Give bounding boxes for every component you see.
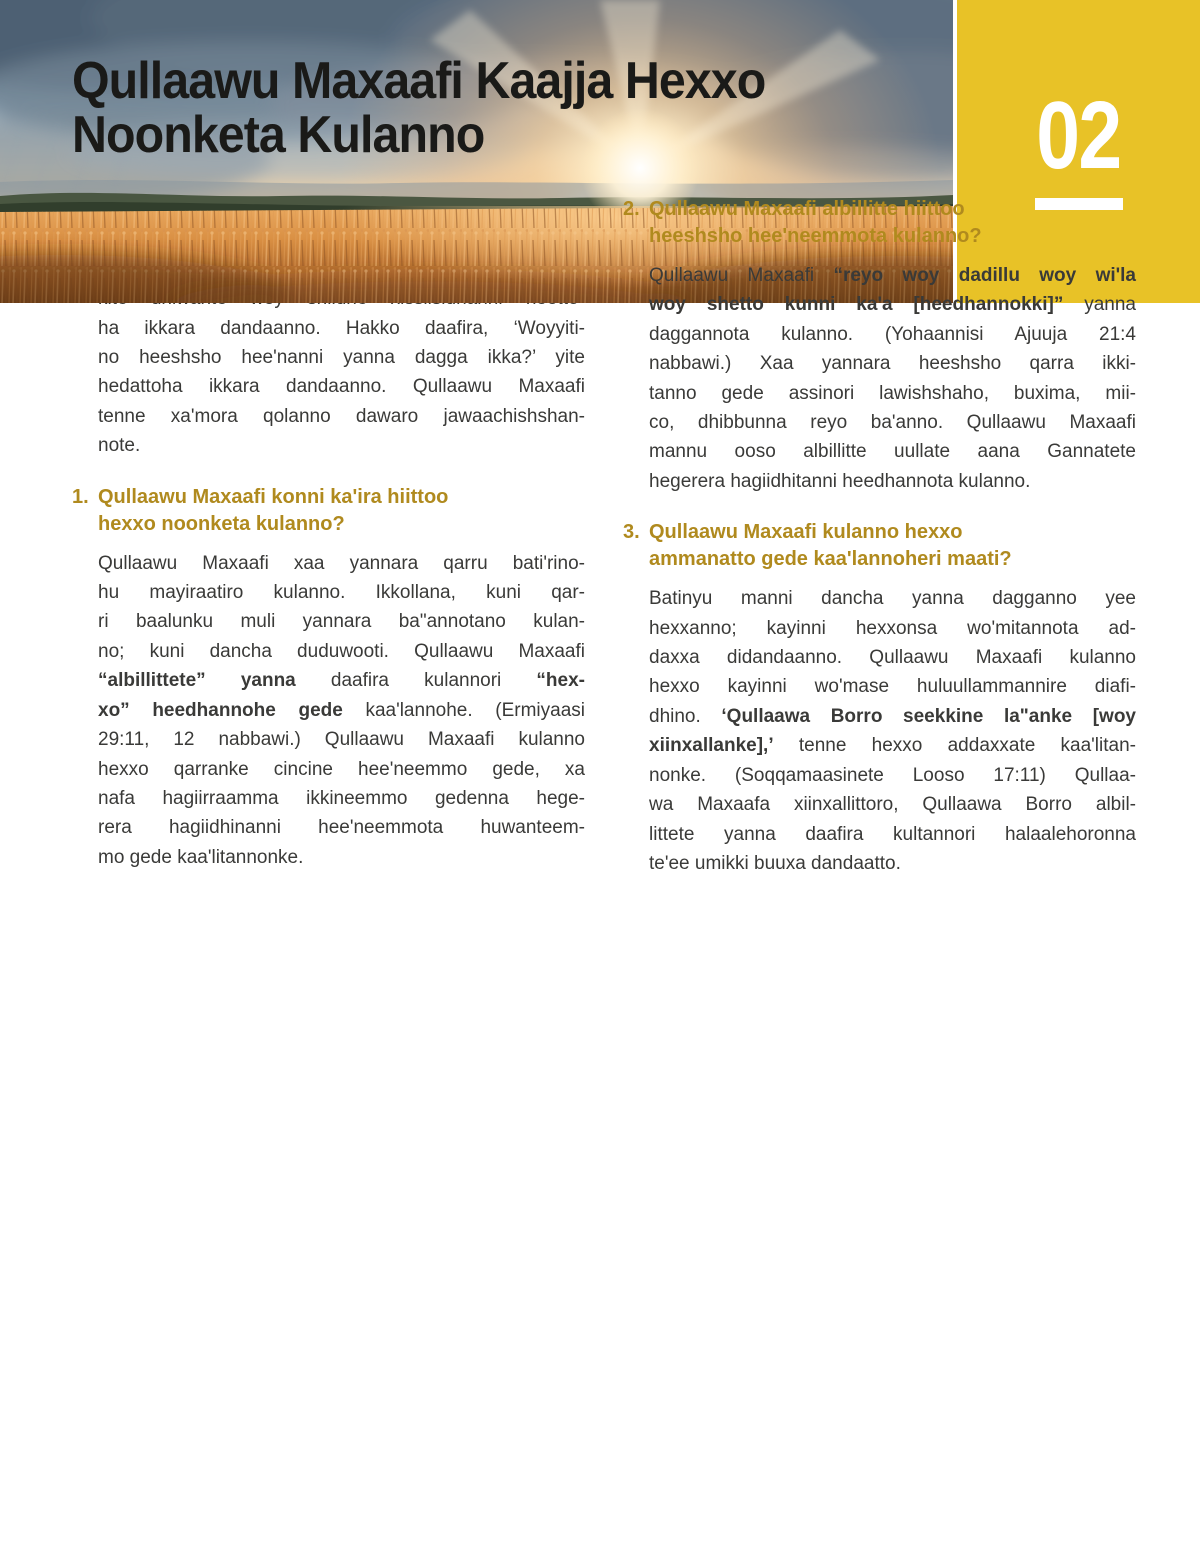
text-line: tanno gede assinori lawishshaho, buxima, mii- bbox=[649, 382, 1136, 404]
text-line: xo” heedhannohe gede kaa'lannohe. (Ermiyaasi bbox=[98, 699, 585, 721]
text-line: no heeshsho hee'nanni yanna dagga ikka?’ yite bbox=[98, 347, 585, 369]
text-line: daggannota kulanno. (Yohaannisi Ajuuja 21:4 bbox=[649, 323, 1136, 345]
text-line: 29:11, 12 nabbawi.) Qullaawu Maxaafi kulanno bbox=[98, 729, 585, 751]
text-line: hu mayiraatiro kulanno. Ikkollana, kuni qar- bbox=[98, 582, 585, 604]
text-line: hegerera hagiidhitanni heedhannota kulanno. bbox=[649, 470, 1031, 492]
text-line: rera hagiidhinanni hee'neemmota huwanteem- bbox=[98, 817, 585, 839]
text-line: nafa hagiirraamma ikkineemmo gedenna hege- bbox=[98, 787, 585, 809]
text-line: Noonketa Kulanno bbox=[72, 106, 485, 164]
text-line: hedattoha ikkara dandaanno. Qullaawu Maxaafi bbox=[98, 376, 585, 398]
text-line: woy shetto kunni ka'a [heedhannokki]” yanna bbox=[649, 294, 1136, 316]
question-3-heading bbox=[649, 519, 1136, 573]
question-1-body bbox=[98, 549, 585, 872]
question-3-number: 3. bbox=[623, 521, 640, 544]
text-line: hexxo noonketa kulanno? bbox=[98, 512, 345, 535]
text-line: co, dhibbunna reyo ba'anno. Qullaawu Maxaafi bbox=[649, 412, 1136, 434]
text-line: Qullaawu Maxaafi konni ka'ira hiittoo bbox=[98, 485, 449, 508]
text-line: Batinyu manni dancha yanna dagganno yee bbox=[649, 588, 1136, 610]
text-line: Qullaawu Maxaafi xaa yannara qarru bati'rino- bbox=[98, 552, 585, 574]
question-3-body bbox=[649, 584, 1136, 878]
text-line: hexxo qarranke cincine hee'neemmo gede, xa bbox=[98, 758, 585, 780]
question-1 bbox=[72, 484, 585, 872]
page-title bbox=[72, 54, 881, 162]
question-1-heading bbox=[98, 484, 585, 538]
question-1-number: 1. bbox=[72, 485, 89, 508]
chapter-number: 02 bbox=[1036, 82, 1121, 189]
text-line: ri baalunku muli yannara ba"annotano kulan- bbox=[98, 611, 585, 633]
question-2-heading bbox=[649, 196, 1136, 250]
text-line: Qullaawu Maxaafi “reyo woy dadillu woy wi'la bbox=[649, 265, 1137, 286]
text-line: heeshsho hee'neemmota kulanno? bbox=[649, 225, 982, 247]
text-line: nabbawi.) Xaa yannara heeshsho qarra ikki- bbox=[649, 353, 1136, 375]
text-line: ha ikkara dandaanno. Hakko daafira, ‘Woyyiti- bbox=[98, 317, 585, 339]
text-line: te'ee umikki buuxa dandaatto. bbox=[649, 852, 901, 874]
text-line: “albillittete” yanna daafira kulannori “hex- bbox=[98, 670, 585, 692]
text-line: wa Maxaafa xiinxallittoro, Qullaawa Borro albil- bbox=[649, 794, 1136, 816]
text-line: xiinxallanke],’ tenne hexxo addaxxate kaa'litan- bbox=[649, 735, 1136, 757]
text-line: Qullaawu Maxaafi Kaajja Hexxo bbox=[72, 52, 766, 110]
text-line: mannu ooso albillitte uullate aana Gannatete bbox=[649, 441, 1136, 463]
text-line: ammanatto gede kaa'lannoheri maati? bbox=[649, 548, 1012, 571]
text-line: dhino. ‘Qullaawa Borro seekkine la"anke [woy bbox=[649, 705, 1137, 727]
question-3 bbox=[623, 519, 1136, 878]
text-line: Qullaawu Maxaafi kulanno hexxo bbox=[649, 521, 963, 544]
text-line: no; kuni dancha duduwooti. Qullaawu Maxaafi bbox=[98, 640, 585, 662]
text-line: tenne xa'mora qolanno dawaro jawaachishshan- bbox=[98, 405, 585, 427]
text-line: daxxa didandaanno. Qullaawu Maxaafi kulanno bbox=[649, 647, 1136, 669]
text-line: hexxo kayinni wo'mase huluullammannire diafi- bbox=[649, 676, 1136, 698]
text-line: nonke. (Soqqamaasinete Looso 17:11) Qullaa- bbox=[649, 764, 1136, 786]
text-line: note. bbox=[98, 435, 141, 457]
question-2-body bbox=[649, 261, 1136, 496]
question-2-number: 2. bbox=[623, 198, 640, 220]
text-line: hexxanno; kayinni hexxonsa wo'mitannota ad- bbox=[649, 617, 1136, 639]
right-column bbox=[623, 196, 1136, 878]
question-2 bbox=[623, 196, 1136, 496]
text-line: Qullaawu Maxaafi albillitte hiittoo bbox=[649, 198, 965, 220]
text-line: mo gede kaa'litannonke. bbox=[98, 846, 304, 868]
text-line: littete yanna daafira kultannori halaalehoronna bbox=[649, 823, 1136, 845]
